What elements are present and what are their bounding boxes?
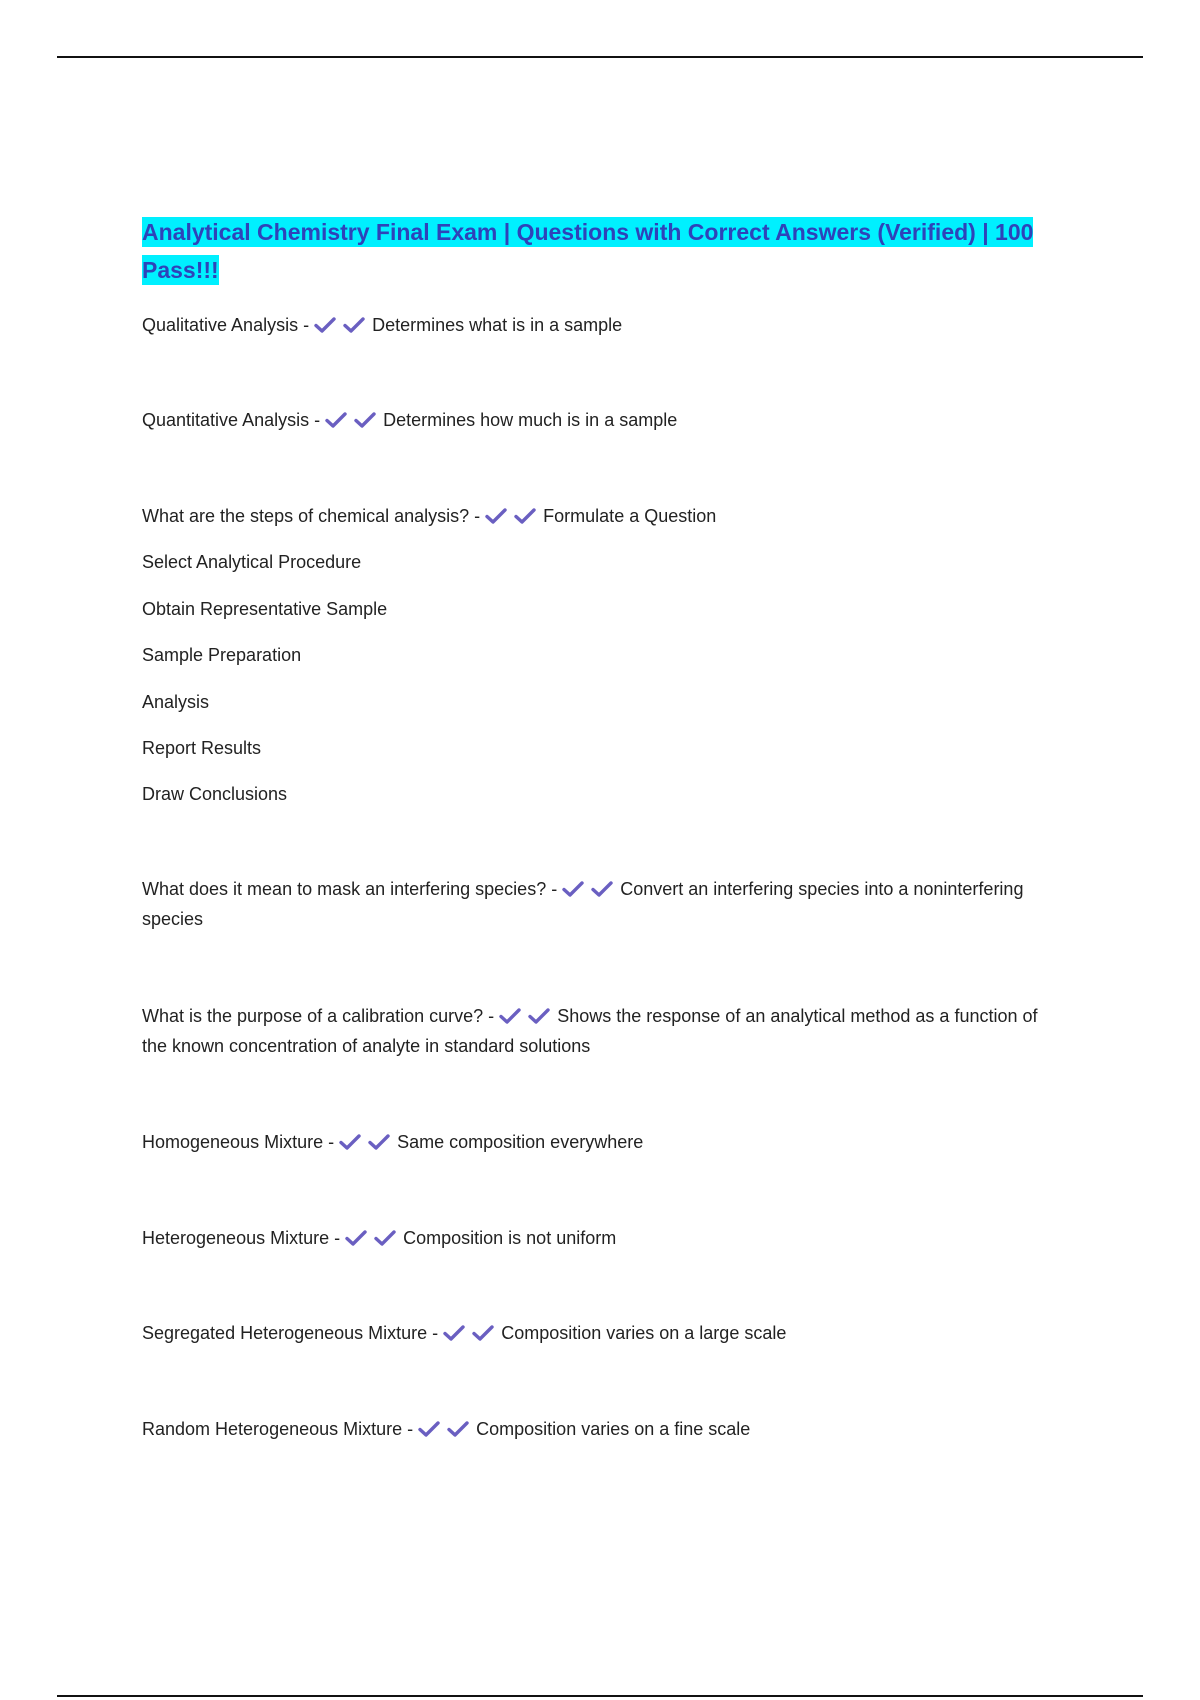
step-item: Sample Preparation	[142, 645, 302, 665]
question-text: Heterogeneous Mixture -	[142, 1228, 341, 1248]
question-text: Quantitative Analysis -	[142, 410, 321, 430]
check-icon	[314, 317, 336, 333]
check-icon	[447, 1421, 469, 1437]
check-icon	[345, 1230, 367, 1246]
check-icon	[368, 1134, 390, 1150]
footer-rule	[57, 1695, 1143, 1697]
check-icon	[443, 1325, 465, 1341]
answer-text: Composition varies on a large scale	[501, 1323, 787, 1343]
check-icon	[374, 1230, 396, 1246]
qa-item-masking	[142, 874, 1042, 934]
question-text: What does it mean to mask an interfering species? -	[142, 879, 558, 899]
qa-item-qualitative	[142, 310, 1042, 340]
qa-item-steps	[142, 501, 1042, 531]
qa-item-homogeneous	[142, 1127, 1042, 1157]
header-rule	[57, 56, 1143, 58]
step-item: Obtain Representative Sample	[142, 599, 388, 619]
title-highlight: Analytical Chemistry Final Exam | Questions with Correct Answers (Verified) | 100 Pass!!!	[142, 219, 1034, 283]
check-icon	[339, 1134, 361, 1150]
qa-item-calibration	[142, 1001, 1042, 1061]
qa-item-quantitative	[142, 405, 1042, 435]
check-icon	[343, 317, 365, 333]
question-text: Random Heterogeneous Mixture -	[142, 1419, 414, 1439]
answer-text: Convert an interfering species into a noninterfering species	[142, 879, 1024, 929]
check-icon	[485, 508, 507, 524]
document-title	[142, 213, 1042, 289]
check-icon	[354, 412, 376, 428]
check-icon	[562, 881, 584, 897]
question-text: What are the steps of chemical analysis? -	[142, 506, 481, 526]
question-text: Qualitative Analysis -	[142, 315, 310, 335]
check-icon	[472, 1325, 494, 1341]
answer-text: Same composition everywhere	[397, 1132, 644, 1152]
qa-item-segregated	[142, 1318, 1042, 1348]
check-icon	[514, 508, 536, 524]
step-item: Select Analytical Procedure	[142, 552, 362, 572]
step-item: Draw Conclusions	[142, 784, 288, 804]
step-item: Analysis	[142, 692, 210, 712]
check-icon	[591, 881, 613, 897]
answer-text: Shows the response of an analytical method as a function of the known concentration of analyte in standard solutions	[142, 1006, 1038, 1056]
step-item: Report Results	[142, 738, 262, 758]
answer-text: Formulate a Question	[543, 506, 717, 526]
qa-item-heterogeneous	[142, 1223, 1042, 1253]
question-text: Segregated Heterogeneous Mixture -	[142, 1323, 439, 1343]
check-icon	[499, 1008, 521, 1024]
check-icon	[528, 1008, 550, 1024]
check-icon	[418, 1421, 440, 1437]
answer-text: Composition varies on a fine scale	[476, 1419, 751, 1439]
answer-text: Composition is not uniform	[403, 1228, 617, 1248]
answer-text: Determines what is in a sample	[372, 315, 623, 335]
question-text: Homogeneous Mixture -	[142, 1132, 335, 1152]
question-text: What is the purpose of a calibration curve? -	[142, 1006, 495, 1026]
answer-text: Determines how much is in a sample	[383, 410, 678, 430]
check-icon	[325, 412, 347, 428]
qa-item-random	[142, 1414, 1042, 1444]
